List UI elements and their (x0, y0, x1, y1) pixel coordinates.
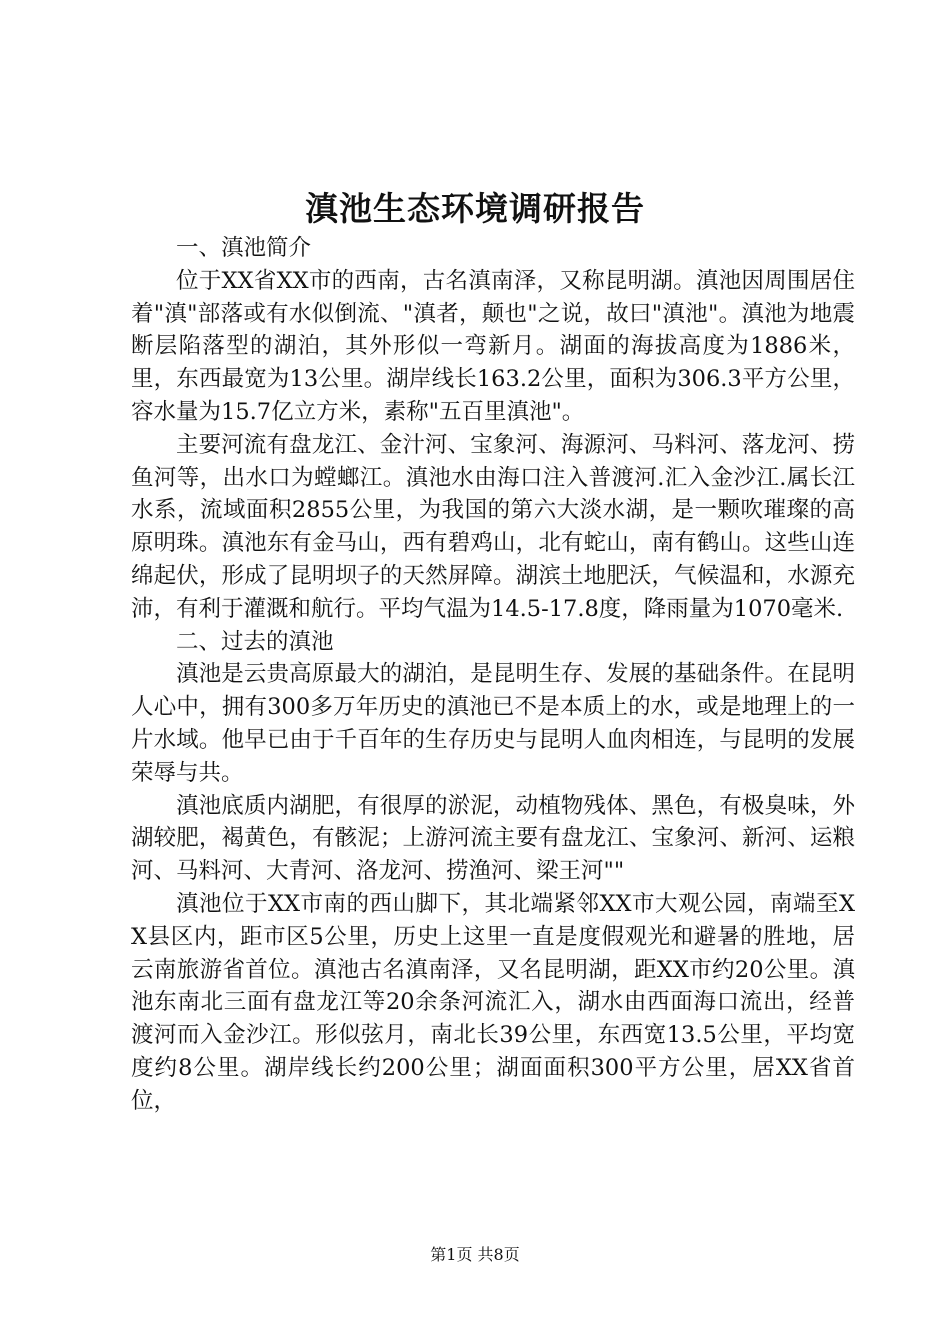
section-heading: 一、滇池简介 (176, 235, 312, 261)
paragraph: 滇池位于XX市南的西山脚下，其北端紧邻XX市大观公园，南端至XX县区内，距市区5公里，历史上这里一直是度假观光和避暑的胜地，居云南旅游省首位。滇池古名滇南泽，又名昆明湖，距XX市约20公里。滇池东南北三面有盘龙江等20余条河流汇入，湖水由西面海口流出，经普渡河而入金沙江。形似弦月，南北长39公里，东西宽13.5公里，平均宽度约8公里。湖岸线长约200公里；湖面面积300平方公里，居XX省首位， (131, 890, 855, 1114)
page-number-footer: 第1页 共8页 (430, 1245, 520, 1264)
paragraph: 滇池是云贵高原最大的湖泊，是昆明生存、发展的基础条件。在昆明人心中，拥有300多万年历史的滇池已不是本质上的水，或是地理上的一片水域。他早已由于千百年的生存历史与昆明人血肉相连，与昆明的发展荣辱与共。 (131, 661, 855, 786)
section-heading: 二、过去的滇池 (176, 628, 334, 655)
document-body (131, 232, 855, 1118)
paragraph: 滇池底质内湖肥，有很厚的淤泥，动植物残体、黑色，有极臭味，外湖较肥，褐黄色，有骸泥；上游河流主要有盘龙江、宝象河、新河、运粮河、马料河、大青河、洛龙河、捞渔河、梁王河"" (131, 792, 855, 885)
paragraph: 位于XX省XX市的西南，古名滇南泽，又称昆明湖。滇池因周围居住着"滇"部落或有水似倒流、"滇者，颠也"之说，故曰"滇池"。滇池为地震断层陷落型的湖泊，其外形似一弯新月。湖面的海拔高度为1886米，里，东西最宽为13公里。湖岸线长163.2公里，面积为306.3平方公里，容水量为15.7亿立方米，素称"五百里滇池"。 (131, 267, 855, 425)
paragraph: 主要河流有盘龙江、金汁河、宝象河、海源河、马料河、落龙河、捞鱼河等，出水口为螳螂江。滇池水由海口注入普渡河.汇入金沙江.属长江水系，流域面积2855公里，为我国的第六大淡水湖，是一颗吹璀璨的高原明珠。滇池东有金马山，西有碧鸡山，北有蛇山，南有鹤山。这些山连绵起伏，形成了昆明坝子的天然屏障。湖滨土地肥沃，气候温和，水源充沛，有利于灌溉和航行。平均气温为14.5-17.8度，降雨量为1070毫米. (131, 431, 855, 622)
document-title: 滇池生态环境调研报告 (305, 189, 645, 228)
